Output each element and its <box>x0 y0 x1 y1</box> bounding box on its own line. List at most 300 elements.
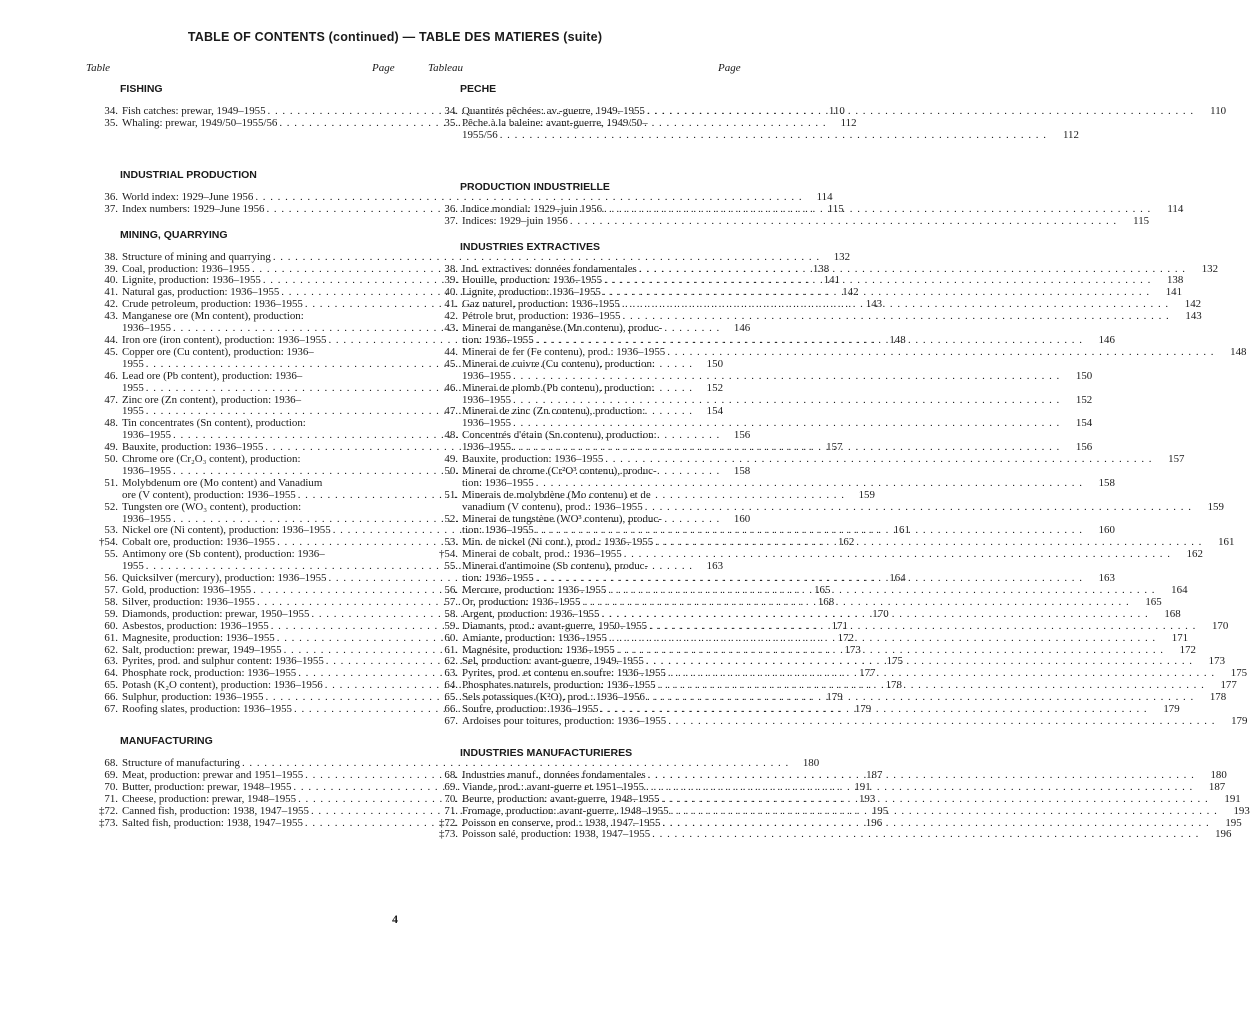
page-ref: 152 <box>706 381 724 394</box>
entry-title: Magnesite, production: 1936–1955 <box>122 631 275 644</box>
table-number: 36. <box>444 202 458 215</box>
entry-title: Pyrites, prod. and sulphur content: 1936–1955 <box>122 655 324 668</box>
table-number: 34. <box>104 105 118 117</box>
dot-leader <box>665 347 1214 359</box>
entry-title: 1955 <box>122 381 144 394</box>
entry-title: tion: 1936–1955 <box>462 476 534 489</box>
entry-title: Minerai d'antimoine (Sb contenu), produc- <box>462 560 649 573</box>
table-number: 65. <box>444 691 458 704</box>
page-ref: 112 <box>840 116 857 129</box>
toc-entry <box>432 714 1248 728</box>
page-ref: 156 <box>1075 441 1093 454</box>
table-number: 42. <box>444 310 458 323</box>
entry-title: 1936–1955 <box>122 512 172 525</box>
entry-title: World index: 1929–June 1956 <box>122 190 254 203</box>
entry-title: Gaz naturel, production: 1936–1955 <box>462 298 620 311</box>
entry-title: Soufre, production: 1936–1955 <box>462 703 599 716</box>
dot-leader <box>644 782 1193 794</box>
toc-entry <box>432 381 1093 407</box>
table-number: 47. <box>444 405 458 418</box>
page-ref: 146 <box>733 322 751 335</box>
table-number: ‡72. <box>98 804 118 817</box>
right-table-header: Tableau <box>428 62 464 74</box>
entry-title: Bauxite, production: 1936–1955 <box>462 453 604 466</box>
table-number: 58. <box>104 595 118 608</box>
page-number: 4 <box>392 912 398 926</box>
table-number: 45. <box>104 345 118 358</box>
entry-title: Minerai de fer (Fe contenu), prod.: 1936–1955 <box>462 345 666 358</box>
table-number: 38. <box>444 262 458 275</box>
page-ref: 161 <box>893 524 910 537</box>
table-number: †54. <box>98 536 118 549</box>
section-heading: MINING, QUARRYING <box>120 228 228 241</box>
entry-title: Copper ore (Cu content), production: 1936– <box>122 345 314 358</box>
table-number: 64. <box>444 679 458 692</box>
entry-title: 1955 <box>122 560 144 573</box>
entry-title: Indice mondial: 1929–juin 1956 <box>462 202 603 215</box>
table-number: †54. <box>438 548 458 561</box>
entry-title: Minerai de manganèse (Mn contenu), produc- <box>462 322 663 335</box>
dot-leader <box>646 770 1195 782</box>
entry-title: 1936–1955 <box>122 429 172 442</box>
entry-title: Pétrole brut, production: 1936–1955 <box>462 310 621 323</box>
right-page-header: Page <box>718 62 741 74</box>
entry-title: Magnésite, production: 1936–1955 <box>462 643 615 656</box>
page-ref: 175 <box>886 655 903 668</box>
table-number: 70. <box>104 780 118 793</box>
dot-leader <box>568 216 1117 228</box>
entry-title: Nickel ore (Ni content), production: 1936–1955 <box>122 524 331 537</box>
page-ref: 193 <box>858 792 876 805</box>
entry-title: Minerai de cuivre (Cu contenu), production: <box>462 357 655 370</box>
table-number: 60. <box>104 619 118 632</box>
page-ref: 110 <box>1210 105 1227 117</box>
page-ref: 114 <box>816 190 833 203</box>
table-number: 50. <box>104 453 118 466</box>
table-number: 63. <box>104 655 118 668</box>
page-ref: 158 <box>1098 476 1115 489</box>
entry-title: Structure of manufacturing <box>122 756 240 769</box>
entry-title: Canned fish, production: 1938, 1947–1955 <box>122 804 309 817</box>
entry-title: Asbestos, production: 1936–1955 <box>122 619 269 632</box>
entry-title: Amiante, production: 1936–1955 <box>462 631 607 644</box>
page-ref: 132 <box>833 250 851 263</box>
table-number: ‡73. <box>98 816 118 829</box>
table-number: 43. <box>444 322 458 335</box>
dot-leader <box>659 794 1208 806</box>
entry-title: Argent, production: 1936–1955 <box>462 607 600 620</box>
entry-title: Silver, production: 1936–1955 <box>122 595 255 608</box>
table-number: 39. <box>104 262 118 275</box>
table-number: 68. <box>444 768 458 781</box>
page-ref: 178 <box>1209 691 1227 704</box>
page-ref: 143 <box>865 298 883 311</box>
page-ref: 165 <box>814 584 831 596</box>
entry-title: tion: 1936–1955 <box>462 524 534 537</box>
table-number: 35. <box>104 116 118 129</box>
entry-title: 1936–1955 <box>462 417 512 430</box>
dot-leader <box>647 621 1196 633</box>
entry-title: Pyrites, prod. et contenu en soufre: 1936–1955 <box>462 667 666 680</box>
section-heading: INDUSTRIES EXTRACTIVES <box>460 240 601 253</box>
page-ref: 179 <box>1231 714 1248 727</box>
table-number: 55. <box>104 548 118 561</box>
page-ref: 142 <box>1184 298 1202 311</box>
page-ref: 162 <box>837 536 855 549</box>
page-ref: 143 <box>1185 310 1202 323</box>
table-number: 69. <box>104 768 118 781</box>
table-number: ‡72. <box>438 816 458 829</box>
entry-title: Ind. extractives: données fondamentales <box>462 262 637 275</box>
entry-title: Structure of mining and quarrying <box>122 250 271 263</box>
page-ref: 164 <box>889 572 906 585</box>
entry-title: Sels potassiques (K²O), prod.: 1936–1956 <box>462 691 645 704</box>
entry-title: Diamonds, production: prewar, 1950–1955 <box>122 607 310 620</box>
page-ref: 157 <box>826 441 843 454</box>
entry-title: Houille, production: 1936–1955 <box>462 274 603 287</box>
entry-title: Tin concentrates (Sn content), production: <box>122 417 306 430</box>
page-ref: 112 <box>1063 128 1079 141</box>
page-ref: 150 <box>1075 369 1093 382</box>
entry-title: Or, production: 1936–1955 <box>462 595 581 608</box>
page-ref: 157 <box>1168 453 1185 466</box>
entry-title: Gold, production: 1936–1955 <box>122 584 252 596</box>
table-number: 62. <box>104 643 118 656</box>
entry-title: Phosphates naturels, production: 1936–1955 <box>462 679 656 692</box>
dot-leader <box>669 806 1218 818</box>
entry-title: Min. de nickel (Ni cont.), prod.: 1936–1955 <box>462 536 654 549</box>
page-ref: 158 <box>733 464 751 477</box>
table-number: 46. <box>104 369 118 382</box>
page-ref: 163 <box>1098 572 1115 585</box>
entry-title: Phosphate rock, production: 1936–1955 <box>122 667 297 680</box>
entry-title: Natural gas, production: 1936–1955 <box>122 286 280 299</box>
dot-leader <box>643 502 1192 514</box>
entry-title: 1936–1955 <box>462 393 512 406</box>
page-ref: 146 <box>1098 333 1115 346</box>
entry-title: Ardoises pour toitures, production: 1936–1955 <box>462 714 667 727</box>
table-number: 53. <box>104 524 118 537</box>
entry-title: Diamants, prod.: avant-guerre, 1950–1955 <box>462 619 648 632</box>
page-ref: 191 <box>854 780 871 793</box>
table-number: 49. <box>444 453 458 466</box>
section-heading: INDUSTRIES MANUFACTURIERES <box>460 746 633 759</box>
entry-title: 1955 <box>122 405 144 418</box>
table-number: 71. <box>444 804 458 817</box>
toc-entry <box>432 804 1250 818</box>
table-number: 67. <box>444 714 458 727</box>
section-heading: PRODUCTION INDUSTRIELLE <box>460 180 610 193</box>
left-page-header: Page <box>372 62 395 74</box>
page-ref: 148 <box>1230 345 1247 358</box>
page-ref: 196 <box>865 816 883 829</box>
dot-leader <box>602 204 1151 216</box>
entry-title: tion: 1936–1955 <box>462 333 534 346</box>
table-number: 56. <box>444 584 458 596</box>
table-number: 58. <box>444 607 458 620</box>
entry-title: Molybdenum ore (Mo content) and Vanadium <box>122 476 323 489</box>
page-ref: 115 <box>827 202 844 215</box>
entry-title: Roofing slates, production: 1936–1955 <box>122 703 293 716</box>
page-ref: 180 <box>802 756 820 769</box>
table-number: 51. <box>444 488 458 501</box>
entry-title: Minerai de chrome (Cr²O³ contenu), produc- <box>462 464 657 477</box>
page-ref: 191 <box>1224 792 1241 805</box>
table-number: 39. <box>444 274 458 287</box>
page-ref: 132 <box>1201 262 1219 275</box>
table-number: 60. <box>444 631 458 644</box>
entry-title: Salted fish, production: 1938, 1947–1955 <box>122 816 303 829</box>
page-ref: 170 <box>1211 619 1229 632</box>
table-number: 68. <box>104 756 118 769</box>
page-ref: 138 <box>1166 274 1184 287</box>
toc-entry <box>92 190 833 204</box>
page-ref: 163 <box>706 560 724 573</box>
toc-entry <box>432 116 1079 142</box>
page-ref: 195 <box>871 804 889 817</box>
page-ref: 177 <box>1220 679 1237 692</box>
page-ref: 177 <box>859 667 876 680</box>
table-number: 71. <box>104 792 118 805</box>
entry-title: Coal, production: 1936–1955 <box>122 262 250 275</box>
page-ref: 154 <box>706 405 724 418</box>
page-ref: 168 <box>817 595 835 608</box>
toc-entry <box>432 214 1150 228</box>
table-number: 66. <box>104 691 118 704</box>
page-ref: 156 <box>733 429 751 442</box>
page-ref: 187 <box>866 768 883 781</box>
table-number: 48. <box>444 429 458 442</box>
page-ref: 150 <box>706 357 724 370</box>
left-table-header: Table <box>86 62 111 74</box>
toc-entry <box>432 488 1224 514</box>
table-number: 44. <box>104 333 118 346</box>
page-ref: 196 <box>1215 828 1232 841</box>
entry-title: Meat, production: prewar and 1951–1955 <box>122 768 304 781</box>
entry-title: Minerais de molybdène (Mo contenu) et de <box>462 488 651 501</box>
page-title: TABLE OF CONTENTS (continued) — TABLE DES MATIERES (suite) <box>187 30 603 44</box>
page-ref: 141 <box>1165 286 1183 299</box>
table-number: 52. <box>104 500 118 513</box>
entry-title: tion: 1936–1955 <box>462 572 534 585</box>
page-ref: 179 <box>826 691 843 704</box>
toc-entry <box>432 357 1093 383</box>
entry-title: 1955 <box>122 357 144 370</box>
entry-title: Potash (K₂O content), production: 1936–1956 <box>122 679 323 692</box>
entry-title: Zinc ore (Zn content), production: 1936– <box>122 393 302 406</box>
table-number: 65. <box>104 679 118 692</box>
dot-leader <box>621 311 1170 323</box>
page-ref: 141 <box>823 274 841 287</box>
page-ref: 175 <box>1230 667 1248 680</box>
table-number: 52. <box>444 512 458 525</box>
page-ref: 142 <box>842 286 859 299</box>
table-number: 67. <box>104 703 118 716</box>
table-number: 47. <box>104 393 118 406</box>
page-ref: 171 <box>1171 631 1189 644</box>
entry-title: Manganese ore (Mn content), production: <box>122 310 304 323</box>
section-heading: MANUFACTURING <box>120 734 213 747</box>
table-number: 57. <box>104 584 118 596</box>
entry-title: Minerai de zinc (Zn contenu), production: <box>462 405 646 418</box>
entry-title: Minerai de plomb (Pb contenu), production: <box>462 381 655 394</box>
page-ref: 159 <box>858 488 875 501</box>
entry-title: Sel, production: avant-guerre, 1949–1955 <box>462 655 644 668</box>
table-number: 69. <box>444 780 458 793</box>
french-contents-column <box>432 83 1250 841</box>
table-number: 36. <box>104 190 118 203</box>
page-ref: 161 <box>1218 536 1235 549</box>
page-ref: 173 <box>844 643 861 656</box>
page-ref: 168 <box>1164 607 1181 620</box>
table-number: 56. <box>104 572 118 585</box>
entry-title: Cobalt ore, production: 1936–1955 <box>122 536 276 549</box>
table-number: 35. <box>444 116 458 129</box>
table-number: 50. <box>444 464 458 477</box>
entry-title: 1936–1955 <box>122 322 172 335</box>
table-number: 66. <box>444 703 458 716</box>
page-ref: 178 <box>885 679 902 692</box>
section-heading: INDUSTRIAL PRODUCTION <box>120 168 257 181</box>
toc-entry <box>432 405 1093 430</box>
entry-title: Crude petroleum, production: 1936–1955 <box>122 298 303 311</box>
table-number: 38. <box>104 250 118 263</box>
toc-entry <box>432 828 1232 841</box>
page-ref: 173 <box>1208 655 1226 668</box>
table-number: 70. <box>444 792 458 805</box>
table-number: 45. <box>444 357 458 370</box>
table-number: 51. <box>104 476 118 489</box>
entry-title: Index numbers: 1929–June 1956 <box>122 202 265 215</box>
table-number: 46. <box>444 381 458 394</box>
page-ref: 193 <box>1233 804 1250 817</box>
entry-title: Pêche à la baleine: avant-guerre, 1949/50– <box>462 116 648 129</box>
table-number: 57. <box>444 595 458 608</box>
table-number: 40. <box>104 274 118 287</box>
page-ref: 110 <box>828 105 845 117</box>
table-number: 37. <box>104 202 118 215</box>
page-ref: 170 <box>872 607 889 620</box>
entry-title: 1936–1955 <box>122 464 172 477</box>
entry-title: Butter, production: prewar, 1948–1955 <box>122 780 292 793</box>
entry-title: 1936–1955 <box>462 441 512 454</box>
table-number: 64. <box>104 667 118 680</box>
dot-leader <box>498 130 1047 142</box>
entry-title: Beurre, production: avant-guerre, 1948–1955 <box>462 792 660 805</box>
entry-title: Cheese, production: prewar, 1948–1955 <box>122 792 297 805</box>
table-number: 59. <box>444 619 458 632</box>
dot-leader <box>603 454 1152 466</box>
table-number: 49. <box>104 441 118 454</box>
page-ref: 160 <box>1098 524 1115 537</box>
entry-title: Lignite, production: 1936–1955 <box>462 286 601 299</box>
toc-entry <box>432 345 1247 359</box>
entry-title: Mercure, production: 1936–1955 <box>462 584 607 596</box>
toc-entry <box>432 464 1115 490</box>
table-number: 63. <box>444 667 458 680</box>
entry-title: 1955/56 <box>462 128 498 141</box>
table-number: 62. <box>444 655 458 668</box>
entry-title: Lead ore (Pb content), production: 1936– <box>122 369 303 382</box>
entry-title: Minerai de cobalt, prod.: 1936–1955 <box>462 548 622 561</box>
entry-title: 1936–1955 <box>462 369 512 382</box>
page-ref: 138 <box>812 262 830 275</box>
dot-leader <box>645 106 1194 118</box>
page-ref: 195 <box>1225 816 1242 829</box>
page-ref: 160 <box>733 512 751 525</box>
entry-title: Antimony ore (Sb content), production: 1936– <box>122 548 325 561</box>
entry-title: Poisson salé, production: 1938, 1947–1955 <box>462 828 651 841</box>
table-number: 61. <box>444 643 458 656</box>
entry-title: ore (V content), production: 1936–1955 <box>122 488 296 501</box>
page-ref: 164 <box>1171 584 1188 596</box>
entry-title: Viande, prod.: avant-guerre et 1951–1955 <box>462 780 645 793</box>
table-number: 34. <box>444 105 458 117</box>
page-ref: 179 <box>854 703 872 716</box>
dot-leader <box>511 371 1060 383</box>
dot-leader <box>607 633 1156 645</box>
dot-leader <box>650 829 1199 841</box>
dot-leader <box>534 478 1083 490</box>
entry-title: Lignite, production: 1936–1955 <box>122 274 261 287</box>
table-number: 53. <box>444 536 458 549</box>
table-number: 48. <box>104 417 118 430</box>
dot-leader <box>599 609 1148 621</box>
entry-title: Poisson en conserve, prod.: 1938, 1947–1955 <box>462 816 661 829</box>
table-number: 43. <box>104 310 118 323</box>
page-ref: 179 <box>1163 703 1180 716</box>
page-ref: 148 <box>889 333 906 346</box>
table-number: 41. <box>444 298 458 311</box>
dot-leader <box>622 549 1171 561</box>
entry-title: Quantités pêchées: av.-guerre, 1949–1955 <box>462 105 645 117</box>
entry-title: Chrome ore (Cr₂O₃ content), production: <box>122 453 301 466</box>
page-ref: 154 <box>1075 417 1093 430</box>
table-number: 55. <box>444 560 458 573</box>
page-ref: 172 <box>1179 643 1196 656</box>
page-ref: 152 <box>1075 393 1093 406</box>
entry-title: Minerai de tungstène (WO³ contenu), produc- <box>462 512 662 525</box>
entry-title: vanadium (V contenu), prod.: 1936–1955 <box>462 500 643 513</box>
table-number: 42. <box>104 298 118 311</box>
page-ref: 172 <box>837 631 854 644</box>
section-heading: PECHE <box>460 83 497 95</box>
entry-title: Whaling: prewar, 1949/50–1955/56 <box>122 116 278 129</box>
table-number: 61. <box>104 631 118 644</box>
section-heading: FISHING <box>120 83 163 95</box>
entry-title: Concentrés d'étain (Sn contenu), production: <box>462 429 657 442</box>
table-number: 41. <box>104 286 118 299</box>
entry-title: Sulphur, production: 1936–1955 <box>122 691 264 704</box>
page-ref: 187 <box>1208 780 1226 793</box>
page-ref: 171 <box>831 619 848 632</box>
entry-title: Tungsten ore (WO₃ content), production: <box>122 500 302 513</box>
page-ref: 115 <box>1133 214 1150 227</box>
page-ref: 165 <box>1145 595 1162 608</box>
entry-title: Industries manuf., données fondamentales <box>462 768 646 781</box>
table-number: ‡73. <box>438 828 458 841</box>
page-ref: 159 <box>1207 500 1224 513</box>
entry-title: Fromage, production: avant-guerre, 1948–1955 <box>462 804 669 817</box>
page-ref: 162 <box>1186 548 1203 561</box>
page-ref: 114 <box>1167 202 1184 215</box>
entry-title: Bauxite, production: 1936–1955 <box>122 441 264 454</box>
table-number: 44. <box>444 345 458 358</box>
toc-entry <box>92 250 851 264</box>
entry-title: Iron ore (iron content), production: 1936–1955 <box>122 333 327 346</box>
entry-title: Quicksilver (mercury), production: 1936–1955 <box>122 572 327 585</box>
page-ref: 180 <box>1210 768 1227 781</box>
